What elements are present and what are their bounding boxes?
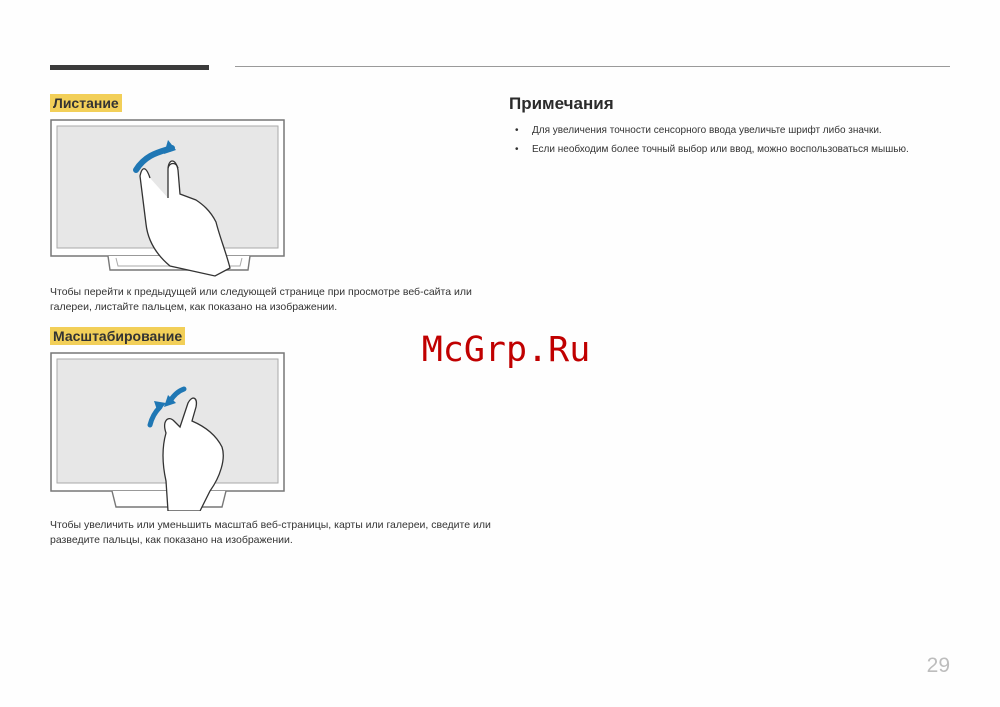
note-text: Если необходим более точный выбор или ввод, можно воспользоваться мышью. (532, 144, 909, 155)
scroll-description-line: галереи, листайте пальцем, как показано на изображении. (50, 300, 338, 313)
zoom-gesture-illustration (50, 351, 288, 511)
scroll-description (50, 285, 500, 314)
bullet-icon: • (515, 125, 519, 136)
note-item (515, 143, 955, 156)
page-number: 29 (926, 654, 950, 677)
zoom-description (50, 518, 500, 547)
scroll-gesture-illustration (50, 118, 288, 278)
scroll-heading: Листание (50, 94, 122, 112)
watermark: McGrp.Ru (421, 330, 591, 370)
notes-title: Примечания (509, 94, 614, 113)
header-rule-thick (50, 65, 209, 70)
note-text: Для увеличения точности сенсорного ввода увеличьте шрифт либо значки. (532, 125, 882, 136)
bullet-icon: • (515, 144, 519, 155)
header-rule-thin (235, 66, 950, 67)
scroll-description-line: Чтобы перейти к предыдущей или следующей странице при просмотре веб-сайта или (50, 286, 472, 298)
notes-list (515, 124, 955, 162)
note-item (515, 124, 955, 137)
zoom-description-line: Чтобы увеличить или уменьшить масштаб веб-страницы, карты или галереи, сведите или (50, 519, 491, 531)
zoom-heading: Масштабирование (50, 327, 185, 345)
zoom-description-line: разведите пальцы, как показано на изображении. (50, 533, 293, 546)
